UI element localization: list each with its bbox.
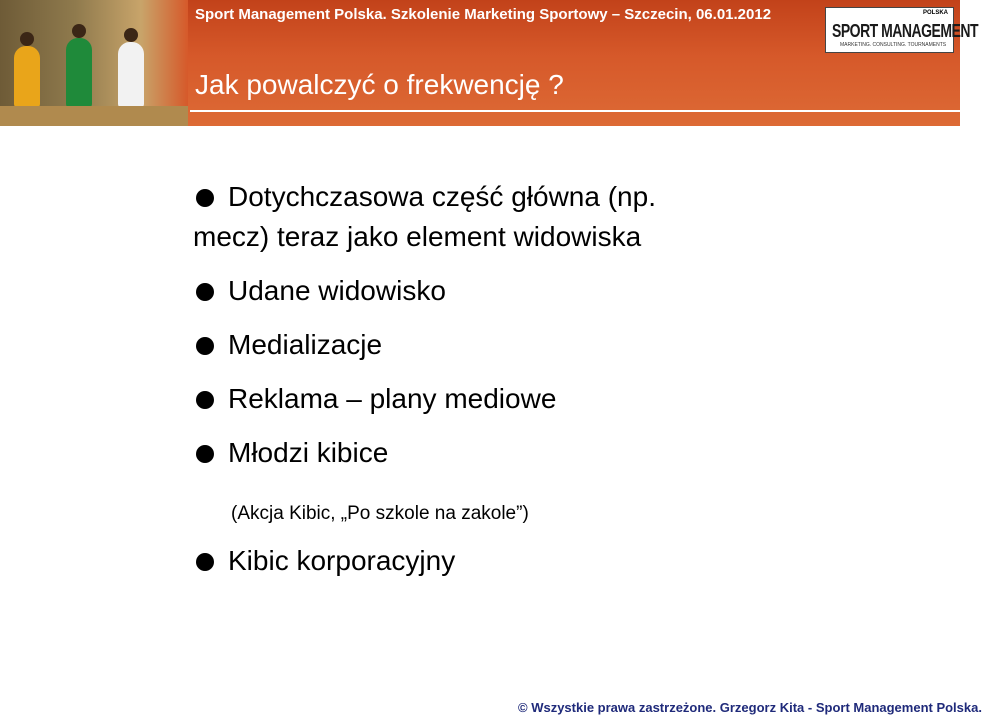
header-banner: [0, 0, 978, 126]
bullet-dot-icon: [196, 445, 214, 463]
bullet-dot-icon: [196, 337, 214, 355]
header-topline: Sport Management Polska. Szkolenie Marketing Sportowy – Szczecin, 06.01.2012: [195, 6, 772, 23]
bullet-item: Dotychczasowa część główna (np. mecz) teraz jako element widowiska: [193, 181, 656, 252]
bullet-dot-icon: [196, 189, 214, 207]
title-underline: [190, 110, 960, 112]
copyright-footer: © Wszystkie prawa zastrzeżone. Grzegorz Kita - Sport Management Polska.: [518, 700, 982, 715]
logo-country: POLSKA: [922, 10, 948, 16]
bullet-subnote: (Akcja Kibic, „Po szkole na zakole”): [231, 503, 529, 524]
bullet-item: Reklama – plany mediowe: [193, 379, 933, 419]
player-figure: [14, 46, 40, 108]
bullet-dot-icon: [196, 283, 214, 301]
bullet-item: Kibic korporacyjny: [193, 541, 933, 581]
sport-management-logo: [825, 7, 978, 53]
bullet-dot-icon: [196, 553, 214, 571]
logo-tagline: MARKETING. CONSULTING. TOURNAMENTS: [840, 42, 947, 48]
bullet-item: Udane widowisko: [193, 271, 933, 311]
slide-title: Jak powalczyć o frekwencję ?: [195, 69, 564, 100]
player-figure: [118, 42, 144, 108]
bullet-item: Młodzi kibice: [193, 433, 933, 473]
bullet-list: [193, 177, 933, 581]
player-figure: [66, 38, 92, 108]
bullet-item: Medializacje: [193, 325, 933, 365]
bullet-dot-icon: [196, 391, 214, 409]
header-photo: [0, 0, 188, 126]
logo-wordmark: SPORT MANAGEMENT: [832, 20, 978, 41]
